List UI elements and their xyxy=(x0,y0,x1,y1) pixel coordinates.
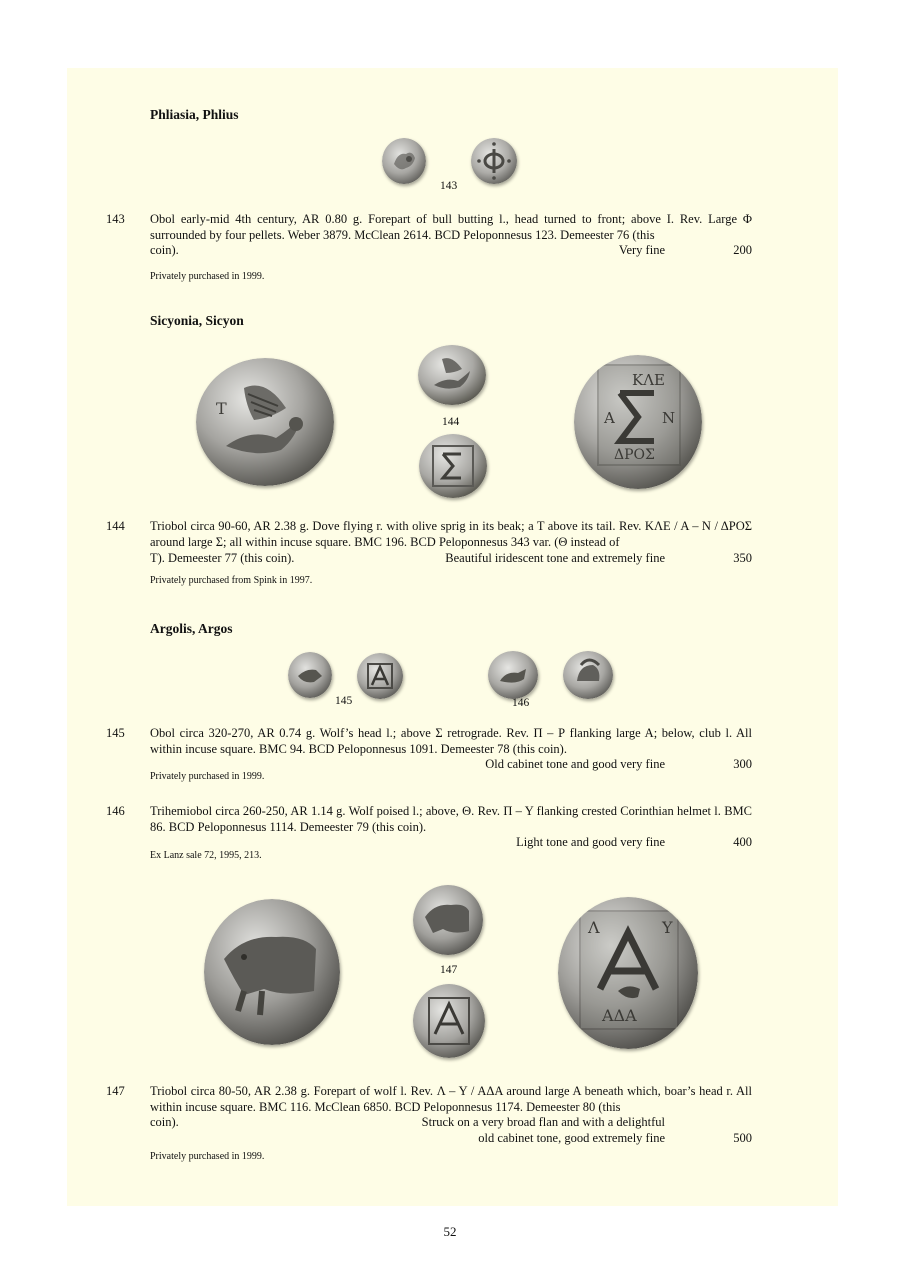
lot-description-143-end: coin). xyxy=(150,243,179,257)
lot-number-143: 143 xyxy=(106,212,125,226)
sicyon-inscription-right: Ν xyxy=(662,409,676,427)
lot-description-143: Obol early-mid 4th century, AR 0.80 g. Forepart of bull butting l., head turned to front; above I. Rev. Large Φ surrounded by four pellets. Weber 3879. McClean 2614. BCD Peloponnesus 123. Demeester 76 (this xyxy=(150,212,752,242)
lot-description-144: Triobol circa 90-60, AR 2.38 g. Dove flying r. with olive sprig in its beak; a T above its tail. Rev. ΚΛΕ / Α – Ν / ΔΡΟΣ around large Σ; all within incuse square. BMC 196. BCD Peloponnesus 343 var. (Θ instead of xyxy=(150,519,752,549)
lot-grade-144: Beautiful iridescent tone and extremely fine xyxy=(445,551,665,565)
svg-text:T: T xyxy=(216,399,227,418)
coin-144-obverse-enlarged xyxy=(196,358,334,486)
argos-inscription-right: Υ xyxy=(662,918,673,937)
lot-number-146: 146 xyxy=(106,804,125,818)
lot-grade-147-line2: old cabinet tone, good extremely fine xyxy=(478,1131,665,1145)
coin-144-obverse xyxy=(418,345,486,405)
lot-provenance-147: Privately purchased in 1999. xyxy=(150,1151,265,1162)
coin-caption-147: 147 xyxy=(440,964,458,976)
section-heading-phlius: Phliasia, Phlius xyxy=(150,107,239,122)
lot-grade-143: Very fine xyxy=(618,243,665,257)
page-number: 52 xyxy=(443,1224,457,1239)
lot-estimate-144: 350 xyxy=(733,551,752,565)
coin-147-obverse xyxy=(413,885,483,955)
coin-144-reverse xyxy=(419,434,487,498)
argos-inscription-left: Λ xyxy=(588,918,600,937)
sicyon-inscription-left: Α xyxy=(604,409,615,427)
lot-grade-147-line1: Struck on a very broad flan and with a delightful xyxy=(421,1115,665,1129)
lot-grade-145: Old cabinet tone and good very fine xyxy=(485,757,665,771)
lot-estimate-145: 300 xyxy=(733,757,752,771)
lot-estimate-146: 400 xyxy=(733,835,752,849)
coin-caption-143: 143 xyxy=(440,180,458,192)
coin-caption-145: 145 xyxy=(335,695,353,707)
lot-description-144-end: Τ). Demeester 77 (this coin). xyxy=(150,551,295,565)
section-heading-argos: Argolis, Argos xyxy=(150,621,233,636)
lot-estimate-143: 200 xyxy=(733,243,752,257)
lot-description-147: Triobol circa 80-50, AR 2.38 g. Forepart of wolf l. Rev. Λ – Υ / ΑΔΑ around large A beneath which, boar’s head r. All within incuse square. BMC 116. McClean 6850. BCD Peloponnesus 1174. Demeester 80 (this xyxy=(150,1084,752,1114)
coin-caption-146: 146 xyxy=(512,697,530,709)
lot-description-146: Trihemiobol circa 260-250, AR 1.14 g. Wolf poised l.; above, Θ. Rev. Π – Υ flanking crested Corinthian helmet l. BMC 86. BCD Peloponnesus 1114. Demeester 79 (this coin). xyxy=(150,804,752,834)
lot-number-147: 147 xyxy=(106,1084,125,1098)
lot-description-145: Obol circa 320-270, AR 0.74 g. Wolf’s head l.; above Σ retrograde. Rev. Π – Ρ flanking large A; below, club l. All within incuse square. BMC 94. BCD Peloponnesus 1091. Demeester 78 (this coin). xyxy=(150,726,752,756)
lot-number-145: 145 xyxy=(106,726,125,740)
lot-grade-146: Light tone and good very fine xyxy=(516,835,665,849)
coin-147-reverse-enlarged xyxy=(558,897,698,1049)
sicyon-inscription-bottom: ΔΡΟΣ xyxy=(614,447,655,463)
sicyon-inscription-top: ΚΛΕ xyxy=(632,371,665,389)
coin-146-reverse xyxy=(563,651,613,699)
coin-145-obverse xyxy=(288,652,332,698)
lot-description-147-end: coin). xyxy=(150,1115,179,1129)
coin-caption-144: 144 xyxy=(442,416,460,428)
coin-146-obverse xyxy=(488,651,538,699)
lot-provenance-144: Privately purchased from Spink in 1997. xyxy=(150,575,313,586)
coin-147-reverse xyxy=(413,984,485,1058)
lot-provenance-146: Ex Lanz sale 72, 1995, 213. xyxy=(150,850,262,861)
coin-147-obverse-enlarged xyxy=(204,899,340,1045)
coin-144-reverse-enlarged xyxy=(574,355,702,489)
lot-number-144: 144 xyxy=(106,519,125,533)
section-heading-sicyon: Sicyonia, Sicyon xyxy=(150,313,244,328)
argos-inscription-bottom: ΑΔΑ xyxy=(602,1006,637,1025)
lot-provenance-145: Privately purchased in 1999. xyxy=(150,771,265,782)
coin-143-obverse xyxy=(382,138,426,184)
coin-145-reverse xyxy=(357,653,403,699)
coin-143-reverse xyxy=(471,138,517,184)
lot-provenance-143: Privately purchased in 1999. xyxy=(150,271,265,282)
lot-estimate-147: 500 xyxy=(733,1131,752,1145)
